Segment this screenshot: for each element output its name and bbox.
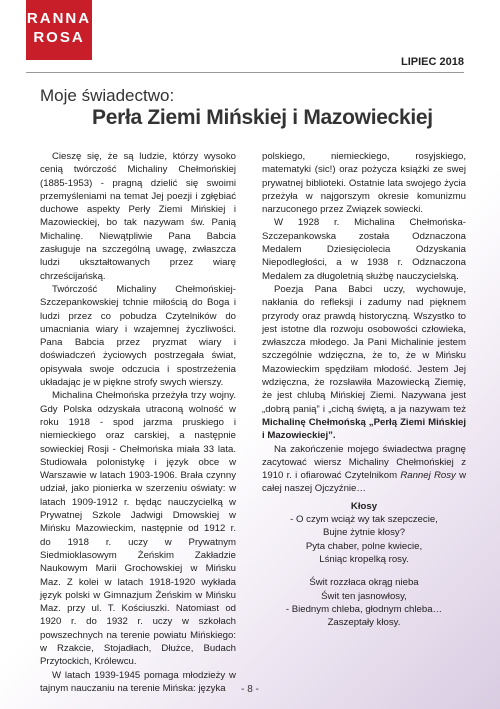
magazine-name: Rannej Rosy bbox=[400, 470, 456, 482]
issue-date: LIPIEC 2018 bbox=[401, 56, 464, 68]
paragraph: W latach 1939-1945 pomaga młodzieży w tajnym nauczaniu na terenie Mińska: języka bbox=[40, 669, 236, 694]
paragraph-text: Poezja Pana Babci uczy, wychowuje, nakłania do refleksji i zadumy nad pięknem przyrody oraz prawdą historyczną. Wszystko to jest istotne dla rozwoju osobowości człowieka, zwłaszcza młodego. Ja Pani Michalinie jestem szczególnie wdzięczna, że to, że w Mińsku Mazowieckim spędziłam młodość. Jestem Jej wdzięczna, że rozsławiła Mazowiecką Ziemię, że jest chlubą Mińskiej Ziemi. Nazywana jest „dobrą panią” i „cichą świętą, a ja nazywam też bbox=[262, 283, 466, 415]
poem-line: Świt ten jasnowłosy, bbox=[321, 590, 407, 602]
article-title: Perła Ziemi Mińskiej i Mazowieckiej bbox=[92, 106, 433, 129]
magazine-logo bbox=[26, 0, 92, 60]
poem-line: Zaszeptały kłosy. bbox=[327, 617, 401, 629]
poem-line: Pyta chaber, polne kwiecie, bbox=[305, 540, 423, 552]
poem-line: Bujne żytnie kłosy? bbox=[322, 527, 406, 539]
paragraph-text: w całej naszej Ojczyźnie… bbox=[262, 470, 466, 495]
poem-stanza bbox=[262, 513, 466, 566]
paragraph-text: Na zakończenie mojego świadectwa pragnę zacytować wiersz Michaliny Chełmońskiej z 1910 r. i ofiarować Czytelnikom bbox=[262, 443, 466, 482]
article-kicker: Moje świadectwo: bbox=[40, 86, 175, 105]
logo-line2: ROSA bbox=[33, 29, 85, 46]
paragraph: Cieszę się, że są ludzie, którzy wysoko cenią twórczość Michaliny Chełmońskiej (1885-1953) - pragną dzielić się swoimi przemyśleniami na temat Jej poezji i zgłębiać duchowe aspekty Perły Ziemi Mińskiej i Mazowieckiej, bo tak nazywam św. Panią Michalinę. Niewątpliwie Pana Babcia zasługuje na szczególną uwagę, zwłaszcza ludzi ukształtowanych przez wiarę chrześcijańską. bbox=[40, 151, 236, 282]
paragraph bbox=[262, 443, 466, 496]
page-number: - 8 - bbox=[241, 684, 259, 695]
poem-stanza bbox=[262, 576, 466, 629]
poem-line: Lśniąc kropelką rosy. bbox=[319, 553, 409, 565]
left-column bbox=[40, 150, 236, 695]
right-column bbox=[262, 150, 466, 639]
paragraph: polskiego, niemieckiego, rosyjskiego, matematyki (sic!) oraz pożycza książki ze swej prywatnej biblioteki. Ostatnie lata swojego życia przeżyła w najgorszym okresie komunizmu narzuconego przez Związek sowiecki. bbox=[262, 151, 466, 216]
poem bbox=[262, 500, 466, 630]
poem-title: Kłosy bbox=[350, 500, 378, 512]
paragraph: Michalina Chełmońska przeżyła trzy wojny. Gdy Polska odzyskała utraconą wolność w roku 1918 - spod jarzma pruskiego i niemieckiego oraz carskiej, a następnie sowieckiej Rosji - Chełmońska miała 33 lata. Studiowała polonistykę i język obce w Warszawie w latach 1903-1906. Brała czynny udział, jako pionierka w szerzeniu oświaty: w latach 1909-1912 r. będąc nauczycielką w Prywatnej Szkole Jadwigi Dmowskiej w Mińsku Mazowieckim, następnie od 1912 r. do 1918 r. uczy w Prywatnym Siedmioklasowym Żeńskim Zakładzie Naukowym Marii Grochowskiej w Mińsku Maz. Z kolei w latach 1918-1920 wykłada język polski w Gimnazjum Żeńskim w Mińsku Maz. przy ul. T. Kościuszki. Natomiast od 1920 r. do 1932 r. uczy w szkołach powszechnych na terenie powiatu Mińskiego: w Rzakcie, Stojadłach, Dłużce, Budach Przytockich, Królewcu. bbox=[40, 390, 236, 668]
paragraph: W 1928 r. Michalina Chełmońska-Szczepankowska została Odznaczona Medalem Dziesięciolecia Odzyskania Niepodległości, a w 1938 r. Odznaczona Medalem za długoletnią służbę nauczycielską. bbox=[262, 217, 466, 282]
paragraph: Twórczość Michaliny Chełmońskiej-Szczepankowskiej tchnie miłością do Boga i ludzi przez co pobudza Czytelników do umacniania wiary i wzajemnej życzliwości. Pana Babcia przez pryzmat wiary i doświadczeń życiowych postrzegała świat, opisywała swoje odczucia i spostrzeżenia układając je w piękne strofy swych wierszy. bbox=[40, 283, 236, 389]
paragraph bbox=[262, 283, 466, 443]
logo-line1: RANNA bbox=[26, 10, 92, 27]
header-divider bbox=[26, 72, 464, 73]
poem-line: - O czym wciąż wy tak szepczecie, bbox=[290, 514, 438, 526]
poem-line: - Biednym chleba, głodnym chleba… bbox=[285, 603, 443, 615]
poem-line: Świt rozzłaca okrąg nieba bbox=[309, 577, 419, 589]
bold-emphasis: Michalinę Chełmońską „Perłą Ziemi Mińskiej i Mazowieckiej”. bbox=[262, 416, 466, 442]
